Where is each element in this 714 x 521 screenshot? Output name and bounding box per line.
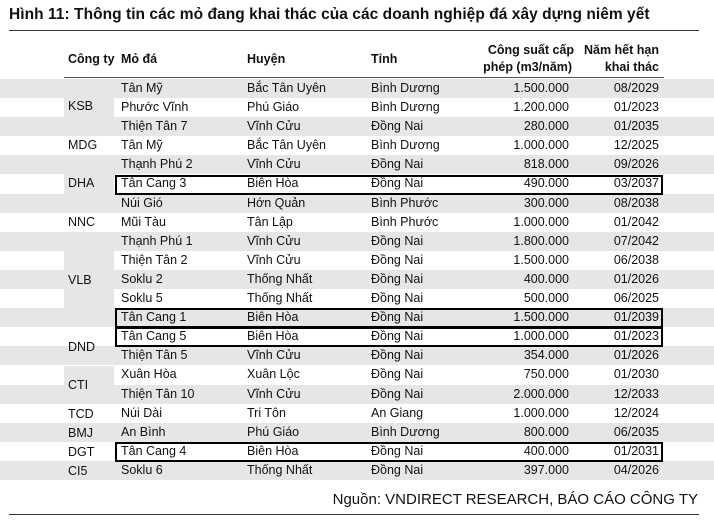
- cell-capacity: 1.000.000: [513, 405, 569, 420]
- cell-expiry: 01/2042: [613, 214, 659, 229]
- cell-province: Đồng Nai: [371, 233, 424, 248]
- cell-expiry: 01/2031: [613, 443, 659, 458]
- table-row: [0, 442, 714, 461]
- cell-expiry: 12/2025: [613, 138, 659, 153]
- cell-capacity: 1.000.000: [513, 138, 569, 153]
- cell-expiry: 01/2023: [613, 329, 659, 344]
- header-province: Tỉnh: [371, 52, 398, 66]
- cell-expiry: 09/2026: [613, 157, 659, 172]
- table-row: [0, 213, 714, 232]
- cell-district: Vĩnh Cửu: [247, 348, 301, 363]
- cell-mine: Phước Vĩnh: [121, 100, 189, 115]
- cell-province: An Giang: [371, 405, 424, 420]
- table-row: [0, 461, 714, 480]
- cell-mine: Thiện Tân 5: [121, 348, 188, 363]
- cell-district: Tri Tôn: [247, 405, 286, 420]
- company-label: TCD: [68, 407, 94, 421]
- cell-capacity: 490.000: [523, 176, 569, 191]
- cell-mine: Soklu 5: [121, 291, 163, 306]
- cell-province: Đồng Nai: [371, 271, 424, 286]
- table-row: [0, 79, 714, 98]
- cell-province: Bình Dương: [371, 138, 440, 153]
- table-row: [0, 194, 714, 213]
- cell-expiry: 07/2042: [613, 233, 659, 248]
- cell-expiry: 03/2037: [613, 176, 659, 191]
- cell-district: Biên Hòa: [247, 329, 299, 344]
- cell-expiry: 04/2026: [613, 462, 659, 477]
- cell-province: Đồng Nai: [371, 329, 424, 344]
- cell-capacity: 400.000: [523, 271, 569, 286]
- cell-capacity: 1.000.000: [513, 329, 569, 344]
- cell-mine: Thiện Tân 7: [121, 119, 188, 134]
- cell-expiry: 01/2039: [613, 310, 659, 325]
- cell-province: Đồng Nai: [371, 443, 424, 458]
- cell-district: Xuân Lộc: [247, 367, 300, 382]
- cell-mine: Thạnh Phú 2: [121, 157, 193, 172]
- cell-mine: Thạnh Phú 1: [121, 233, 193, 248]
- cell-province: Đồng Nai: [371, 291, 424, 306]
- cell-province: Đồng Nai: [371, 386, 424, 401]
- cell-capacity: 400.000: [523, 443, 569, 458]
- cell-district: Biên Hòa: [247, 443, 299, 458]
- company-label: DND: [68, 340, 96, 354]
- table-row: [0, 346, 714, 365]
- header-company: Công ty: [68, 52, 115, 66]
- figure-title: Hình 11: Thông tin các mỏ đang khai thác của các doanh nghiệp đá xây dựng niêm yết: [9, 6, 650, 23]
- table-row: [0, 385, 714, 404]
- cell-district: Thống Nhất: [247, 291, 313, 306]
- table-row: [0, 289, 714, 308]
- header-divider: [64, 77, 664, 78]
- cell-mine: Thiện Tân 10: [121, 386, 195, 401]
- cell-expiry: 06/2035: [613, 424, 659, 439]
- cell-district: Thống Nhất: [247, 271, 313, 286]
- cell-province: Đồng Nai: [371, 176, 424, 191]
- cell-expiry: 06/2038: [613, 252, 659, 267]
- cell-expiry: 12/2033: [613, 386, 659, 401]
- cell-capacity: 800.000: [523, 424, 569, 439]
- cell-mine: Núi Gió: [121, 195, 163, 210]
- title-divider: [9, 30, 699, 31]
- table-row: [0, 251, 714, 270]
- cell-district: Tân Lập: [247, 214, 293, 229]
- cell-capacity: 750.000: [523, 367, 569, 382]
- cell-province: Đồng Nai: [371, 462, 424, 477]
- cell-expiry: 06/2025: [613, 291, 659, 306]
- table-row: [0, 117, 714, 136]
- cell-district: Bắc Tân Uyên: [247, 81, 326, 95]
- cell-expiry: 01/2035: [613, 119, 659, 134]
- cell-expiry: 08/2038: [613, 195, 659, 210]
- cell-capacity: 818.000: [523, 157, 569, 172]
- cell-mine: Tân Cang 3: [121, 176, 187, 191]
- cell-province: Đồng Nai: [371, 252, 424, 267]
- cell-capacity: 354.000: [523, 348, 569, 363]
- cell-mine: Soklu 6: [121, 462, 163, 477]
- cell-district: Biên Hòa: [247, 176, 299, 191]
- cell-province: Bình Dương: [371, 424, 440, 439]
- cell-district: Vĩnh Cửu: [247, 233, 301, 248]
- cell-district: Thống Nhất: [247, 462, 313, 477]
- company-label: CI5: [68, 464, 88, 478]
- cell-capacity: 500.000: [523, 291, 569, 306]
- table-row: [0, 174, 714, 193]
- table-row: [0, 155, 714, 174]
- table-row: [0, 327, 714, 346]
- cell-province: Đồng Nai: [371, 119, 424, 134]
- cell-capacity: 1.200.000: [513, 100, 569, 115]
- cell-mine: Tân Cang 1: [121, 310, 187, 325]
- cell-district: Biên Hòa: [247, 310, 299, 325]
- cell-district: Vĩnh Cửu: [247, 157, 301, 172]
- cell-province: Bình Phước: [371, 214, 439, 229]
- cell-province: Đồng Nai: [371, 310, 424, 325]
- company-label: NNC: [68, 215, 96, 229]
- table-row: [0, 404, 714, 423]
- cell-mine: Tân Cang 4: [121, 443, 187, 458]
- cell-mine: Soklu 2: [121, 271, 163, 286]
- cell-district: Phú Giáo: [247, 424, 300, 439]
- company-label: VLB: [68, 273, 92, 287]
- cell-capacity: 2.000.000: [513, 386, 569, 401]
- cell-capacity: 1.800.000: [513, 233, 569, 248]
- cell-mine: Xuân Hòa: [121, 367, 177, 382]
- cell-mine: An Bình: [121, 424, 166, 439]
- cell-mine: Tân Mỹ: [121, 138, 163, 153]
- company-label: CTI: [68, 378, 89, 392]
- table-row: [0, 136, 714, 155]
- table-row: [0, 308, 714, 327]
- company-label: BMJ: [68, 426, 93, 440]
- cell-mine: Tân Cang 5: [121, 329, 187, 344]
- table-row: [0, 232, 714, 251]
- table-row: [0, 365, 714, 384]
- cell-province: Bình Phước: [371, 195, 439, 210]
- cell-mine: Thiện Tân 2: [121, 252, 188, 267]
- cell-district: Vĩnh Cửu: [247, 386, 301, 401]
- header-expiry-line2: khai thác: [604, 60, 659, 74]
- cell-capacity: 1.500.000: [513, 81, 569, 95]
- company-label: DHA: [68, 176, 95, 190]
- cell-mine: Núi Dài: [121, 405, 162, 420]
- cell-capacity: 1.500.000: [513, 310, 569, 325]
- company-label: KSB: [68, 99, 94, 113]
- cell-expiry: 01/2023: [613, 100, 659, 115]
- company-label: DGT: [68, 445, 95, 459]
- cell-district: Phú Giáo: [247, 100, 300, 115]
- cell-capacity: 397.000: [523, 462, 569, 477]
- cell-expiry: 12/2024: [613, 405, 659, 420]
- header-capacity-line2: phép (m3/năm): [483, 60, 572, 74]
- cell-province: Đồng Nai: [371, 157, 424, 172]
- cell-expiry: 01/2026: [613, 271, 659, 286]
- cell-capacity: 1.500.000: [513, 252, 569, 267]
- cell-capacity: 280.000: [523, 119, 569, 134]
- header-mine: Mỏ đá: [121, 52, 158, 66]
- cell-province: Đồng Nai: [371, 367, 424, 382]
- table-body: [0, 79, 714, 480]
- header-district: Huyện: [247, 52, 286, 66]
- cell-district: Bắc Tân Uyên: [247, 138, 326, 153]
- cell-capacity: 1.000.000: [513, 214, 569, 229]
- cell-expiry: 01/2026: [613, 348, 659, 363]
- cell-district: Vĩnh Cửu: [247, 119, 301, 134]
- source-note: Nguồn: VNDIRECT RESEARCH, BÁO CÁO CÔNG TY: [332, 491, 698, 508]
- header-capacity-line1: Công suất cấp: [487, 43, 574, 57]
- table-row: [0, 270, 714, 289]
- bottom-divider: [9, 514, 699, 515]
- cell-province: Bình Dương: [371, 81, 440, 95]
- cell-expiry: 08/2029: [613, 81, 659, 95]
- cell-province: Đồng Nai: [371, 348, 424, 363]
- cell-mine: Mũi Tàu: [121, 214, 166, 229]
- cell-capacity: 300.000: [523, 195, 569, 210]
- cell-district: Hớn Quản: [247, 195, 306, 210]
- cell-mine: Tân Mỹ: [121, 81, 163, 95]
- header-expiry-line1: Năm hết hạn: [583, 43, 659, 57]
- table-row: [0, 98, 714, 117]
- table-row: [0, 423, 714, 442]
- company-label: MDG: [68, 138, 98, 152]
- cell-province: Bình Dương: [371, 100, 440, 115]
- cell-district: Vĩnh Cửu: [247, 252, 301, 267]
- cell-expiry: 01/2030: [613, 367, 659, 382]
